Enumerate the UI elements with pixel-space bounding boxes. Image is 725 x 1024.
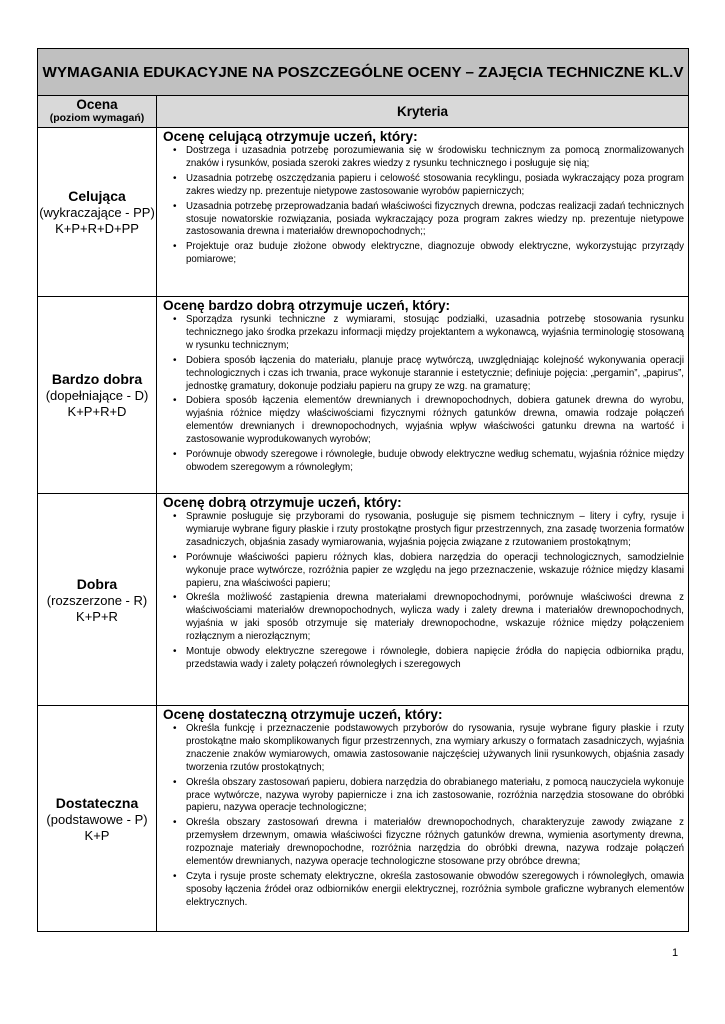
list-item: • Sporządza rysunki techniczne z wymiarami, stosując podziałki, uzasadnia potrzebę stosowania rysunku technicznego jako środka przekazu informacji między projektantem a wykonawcą, wyjaśnia terminologię stosowaną w rysunku technicznym; — [163, 314, 684, 353]
grade-name: Dostateczna — [55, 794, 139, 811]
grade-level: (rozszerzone - R) — [46, 592, 148, 608]
grade-code: K+P — [84, 827, 110, 843]
criteria-cell — [157, 128, 689, 297]
criteria-list — [163, 723, 684, 910]
list-item: • Określa funkcję i przeznaczenie podstawowych przyborów do rysowania, rysuje wybrane figury płaskie i rzuty prostokątne mało skomplikowanych figur przestrzennych, zna wymiary arkuszy o formatach zasadniczych, wyjaśnia znaczenie znaków wymiarowych, omawia zastosowanie najczęściej używanych linii rysunkowych, objaśnia zasady tworzenia rzutów prostokątnych; — [163, 723, 684, 775]
list-item: • Określa obszary zastosowań papieru, dobiera narzędzia do obrabianego materiału, z pomocą nauczyciela wykonuje prace wytwórcze, nazywa wyroby papiernicze i zna ich zastosowanie, rozróżnia narzędzia stosowane do obróbki papieru, nazywa operacje technologiczne; — [163, 777, 684, 816]
grade-name: Bardzo dobra — [51, 371, 143, 387]
list-item: • Określa obszary zastosowań drewna i materiałów drewnopochodnych, charakteryzuje zawody związane z przemysłem drzewnym, omawia właściwości fizyczne różnych gatunków drewna, wymienia asortymenty drewna, rozpoznaje materiały drewnopochodne, rozróżnia narzędzia do obróbki drewna, nazywa rodzaje połączeń elementów drewnianych, nazywa operacje technologiczne stosowane przy obróbce drewna; — [163, 817, 684, 869]
criteria-column-header — [157, 96, 689, 128]
criteria-list — [163, 145, 684, 267]
table-row-celujaca — [38, 128, 689, 297]
requirements-table — [37, 48, 689, 932]
list-item: • Projektuje oraz buduje złożone obwody elektryczne, diagnozuje obwody elektryczne, wykorzystując przyrządy pomiarowe; — [163, 241, 684, 267]
grade-level: (dopełniające - D) — [45, 388, 149, 403]
grade-cell — [38, 128, 157, 297]
grade-cell — [38, 494, 157, 706]
criteria-heading: Ocenę bardzo dobrą otrzymuje uczeń, który: — [163, 298, 451, 313]
list-item: • Dobiera sposób łączenia elementów drewnianych i drewnopochodnych, dobiera gatunek drewna do wyrobu, wyjaśnia różnice między właściwościami fizycznymi różnych gatunków drewna, omawia rodzaje połączeń elementów drewnianych i drewnopochodnych, wyjaśnia wpływ właściwości gatunku drewna na wartość i zastosowanie wyprodukowanych wyrobów; — [163, 395, 684, 447]
list-item: • Uzasadnia potrzebę oszczędzania papieru i celowość stosowania recyklingu, posiada wykraczający poza program zakres wiedzy np. prezentuje nietypowe zastosowanie wyrobów papierniczych; — [163, 173, 684, 199]
criteria-cell — [157, 297, 689, 494]
grade-code: K+P+R — [76, 608, 118, 624]
criteria-heading: Ocenę dobrą otrzymuje uczeń, który: — [163, 495, 402, 510]
list-item: • Dostrzega i uzasadnia potrzebę porozumiewania się w środowisku technicznym za pomocą znormalizowanych znaków i rysunków, posiada szeroki zakres wiedzy z rysunku technicznego i posługuje się nią; — [163, 145, 684, 171]
grade-column-label: Ocena — [76, 97, 118, 112]
criteria-cell — [157, 494, 689, 706]
list-item: • Uzasadnia potrzebę przeprowadzania badań właściwości fizycznych drewna, podczas realizacji zadań technicznych stosuje nowatorskie rozwiązania, posiada wykraczający poza program zakres wiedzy np. prezentuje nietypowe zastosowania drewna i materiałów drewnopochodnych;; — [163, 201, 684, 240]
criteria-heading: Ocenę dostateczną otrzymuje uczeń, który: — [163, 707, 443, 722]
list-item: • Porównuje właściwości papieru różnych klas, dobiera narzędzia do operacji technologicznych, samodzielnie wykonuje prace wytwórcze, rozróżnia papier ze względu na jego przeznaczenie, wskazuje różnice między klasami papieru, zna właściwości papieru; — [163, 552, 684, 591]
grade-code: K+P+R+D+PP — [55, 221, 139, 236]
criteria-column-label: Kryteria — [396, 104, 449, 119]
grade-column-sublabel: (poziom wymagań) — [49, 112, 145, 124]
list-item: • Montuje obwody elektryczne szeregowe i równoległe, dobiera napięcie źródła do napięcia odbiornika prądu, przedstawia wady i zalety połączeń równoległych i szeregowych — [163, 646, 684, 672]
grade-cell — [38, 706, 157, 932]
grade-name: Celująca — [68, 188, 126, 204]
page-number: 1 — [672, 947, 679, 959]
grade-level: (wykraczające - PP) — [39, 205, 155, 220]
list-item: • Porównuje obwody szeregowe i równoległe, buduje obwody elektryczne według schematu, wyjaśnia różnice między obwodem szeregowym a równoległym; — [163, 449, 684, 475]
list-item: • Dobiera sposób łączenia do materiału, planuje pracę wytwórczą, uwzględniając kolejność wykonywania operacji technologicznych i czas ich trwania, prace wykonuje starannie i estetycznie; definiuje pojęcia: „pergamin”, „papirus”, jednostkę gramatury, dokonuje podziału papieru na grupy ze wzg. na gramaturę; — [163, 355, 684, 394]
table-row-bardzo-dobra — [38, 297, 689, 494]
criteria-list — [163, 511, 684, 672]
grade-column-header — [38, 96, 157, 128]
table-row-dostateczna — [38, 706, 689, 932]
list-item: • Określa możliwość zastąpienia drewna materiałami drewnopochodnymi, porównuje właściwości drewna z właściwościami materiałów drewnopochodnych, wylicza wady i zalety drewna i materiałów drewnopochodnych, wyjaśnia w jaki sposób otrzymuje się materiały drewnopochodne, wskazuje różnice między połączeniem rozłącznym a nierozłącznym; — [163, 592, 684, 644]
list-item: • Sprawnie posługuje się przyborami do rysowania, posługuje się pismem technicznym – litery i cyfry, rysuje i wymiaruje wybrane figury płaskie i rzuty prostokątne prostych figur przestrzennych, zna zasadę tworzenia formatów zasadniczych, objaśnia zasady wymiarowania, wyjaśnia pojęcia związane z rzutowaniem prostokątnym; — [163, 511, 684, 550]
criteria-heading: Ocenę celującą otrzymuje uczeń, który: — [163, 129, 418, 144]
document-title: WYMAGANIA EDUKACYJNE NA POSZCZEGÓLNE OCENY – ZAJĘCIA TECHNICZNE KL.V — [38, 49, 689, 96]
grade-level: (podstawowe - P) — [46, 811, 148, 827]
grade-name: Dobra — [76, 575, 118, 592]
criteria-cell — [157, 706, 689, 932]
table-row-dobra — [38, 494, 689, 706]
criteria-list — [163, 314, 684, 475]
grade-cell — [38, 297, 157, 494]
list-item: • Czyta i rysuje proste schematy elektryczne, określa zastosowanie obwodów szeregowych i równoległych, omawia sposoby łączenia źródeł oraz odbiorników energii elektrycznej, rozróżnia symbole graficzne wybranych elementów elektrycznych. — [163, 871, 684, 910]
grade-code: K+P+R+D — [67, 404, 127, 419]
